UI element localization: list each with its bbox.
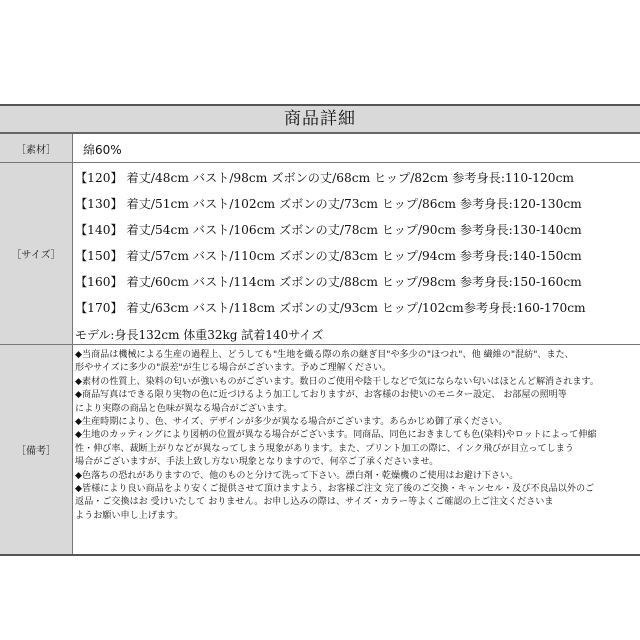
material-row: [0, 134, 640, 163]
size-line-150: 【150】 着丈/57cm バスト/110cm ズボンの丈/83cm ヒップ/94cm 参考身長:140-150cm: [75, 249, 582, 263]
notes-line: ◆皆様により良い商品をより安くご提供させて頂けますよう、お客様ご注文 完了後のご交換・キャンセル・及び不良品以外のご: [75, 484, 595, 495]
notes-content: [73, 345, 640, 554]
notes-line: ◆当商品は機械による生産の過程上、どうしても"生地を織る際の糸の継ぎ目"や多少の"ほつれ"、他 繊維の"混紡"、また、: [75, 350, 574, 360]
notes-line: 返品・ご交換はお 受けいたして おりません。お申し込みの際は、サイズ・カラー等よくご確認の上ご注文くださいま: [75, 497, 554, 508]
notes-line: ◆色落ちの恐れがありますので、他のものと分けて洗って下さい。漂白剤・乾燥機のご使用はお避け下さい。: [75, 470, 519, 481]
size-line-140: 【140】 着丈/54cm バスト/106cm ズボンの丈/78cm ヒップ/90cm 参考身長:130-140cm: [75, 223, 582, 237]
table-title: 商品詳細: [0, 106, 640, 134]
notes-row: [0, 345, 640, 554]
notes-line: 場合がございますが、手法上致し方ない現象となりますので、何卒ご了承くださいませ。: [75, 457, 439, 468]
material-value: 綿60%: [83, 143, 122, 157]
notes-line: 性・伸び率、裁断上がりなどが異なってしまう現象があります。また、プリント加工の際に、インク飛びが目立ってしまう: [75, 443, 574, 454]
notes-text: [75, 349, 635, 523]
notes-line: ◆素材の性質上、染料の匂いが強いものがございます。数日のご使用や陰干しなどで気にならない匂いはほとんど解消されます。: [75, 376, 599, 387]
size-line-120: 【120】 着丈/48cm バスト/98cm ズボンの丈/68cm ヒップ/82cm 参考身長:110-120cm: [75, 171, 574, 185]
material-label: ［素材］: [0, 134, 73, 162]
notes-line: により実際の商品と色味が異なる場合がございます。: [75, 403, 293, 414]
material-content: [73, 134, 640, 162]
model-info: モデル:身長132cm 体重32kg 試着140サイズ: [75, 328, 324, 342]
notes-line: ◆生産時期により、色、サイズ、デザインが多少が異なる場合がございます。あらかじめ御了承ください。: [75, 417, 508, 428]
notes-line: ◆生地のカッティングにより図柄の位置が異なる場合がございます。同商品、同色におきましても色(染料)やロットによって伸縮: [75, 430, 597, 441]
notes-line: ◆商品写真はできる限り実物の色に近づけるよう加工しておりますが、お客様のお使いのモニター設定、 お部屋の照明等: [75, 390, 567, 401]
size-line-170: 【170】 着丈/63cm バスト/118cm ズボンの丈/93cm ヒップ/102cm参考身長:160-170cm: [75, 301, 586, 315]
size-row: [0, 163, 640, 345]
size-label: ［サイズ］: [0, 163, 73, 344]
product-detail-table: [0, 104, 640, 556]
notes-line: 形やサイズに多少の"誤差"が生じる場合がございます。予めご理解ください。: [75, 363, 392, 374]
notes-label: ［備考］: [0, 345, 73, 554]
notes-line: ようお願い申し上げます。: [75, 510, 184, 521]
size-content: [73, 163, 640, 344]
size-line-130: 【130】 着丈/51cm バスト/102cm ズボンの丈/73cm ヒップ/86cm 参考身長:120-130cm: [75, 197, 582, 211]
size-line-160: 【160】 着丈/60cm バスト/114cm ズボンの丈/88cm ヒップ/98cm 参考身長:150-160cm: [75, 275, 582, 289]
